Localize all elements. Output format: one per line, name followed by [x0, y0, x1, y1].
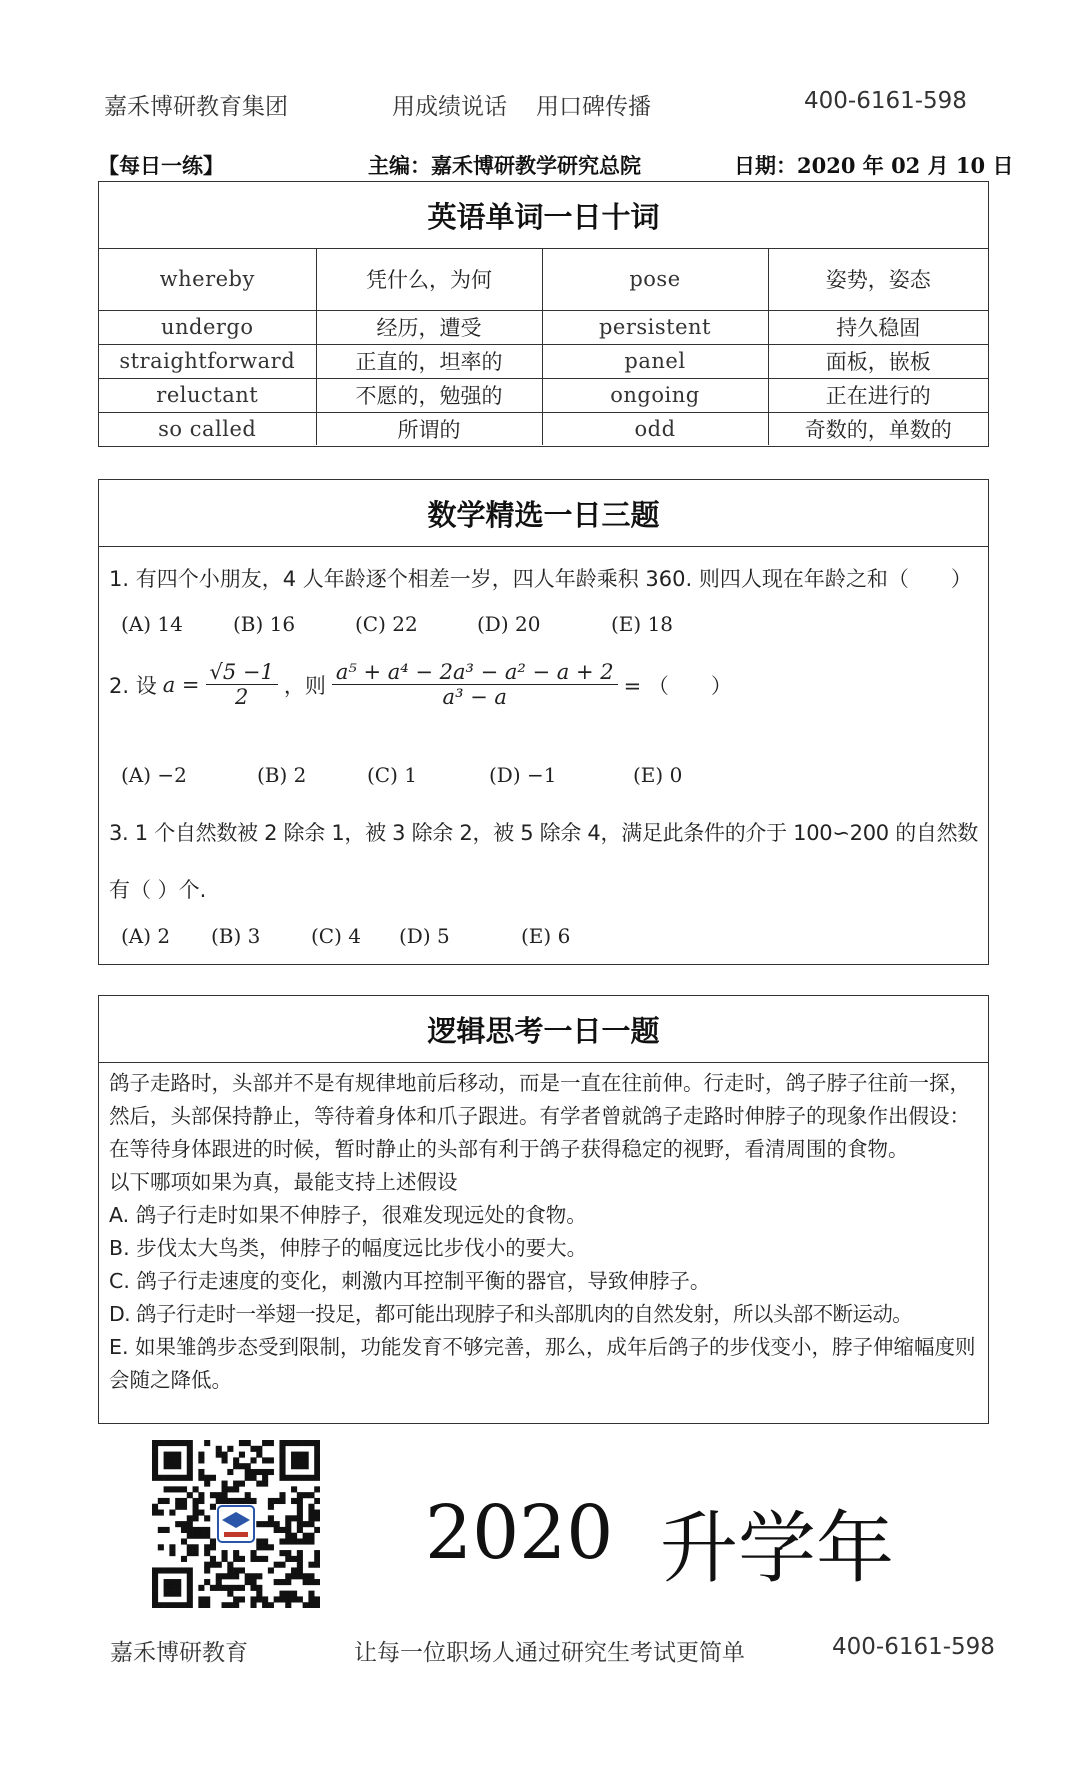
footer-slogan: 让每一位职场人通过研究生考试更简单: [354, 1640, 745, 1666]
date-line: 日期：2020 年 02 月 10 日: [734, 153, 1014, 178]
logic-option: C. 鸽子行走速度的变化，刺激内耳控制平衡的器官，导致伸脖子。: [109, 1269, 711, 1293]
q1-option: (C) 22: [355, 612, 418, 636]
header-phone: 400-6161-598: [804, 88, 967, 114]
q3-option: (B) 3: [211, 924, 261, 948]
english-section-title: 英语单词一日十词: [99, 182, 988, 249]
q1-option: (B) 16: [233, 612, 296, 636]
table-row: [99, 344, 988, 378]
q2-fraction-2: [332, 660, 618, 709]
vocab-word: panel: [542, 344, 768, 378]
table-row: [99, 378, 988, 412]
q2-prefix: 2. 设: [109, 673, 157, 698]
math-question-1: 1. 有四个小朋友，4 人年龄逐个相差一岁，四人年龄乘积 360. 则四人现在年龄之和（ ）: [109, 567, 972, 591]
header-org: 嘉禾博研教育集团: [104, 94, 288, 120]
footer-org: 嘉禾博研教育: [110, 1640, 248, 1666]
q3-option: (A) 2: [121, 924, 171, 948]
q2-fraction-1: [206, 660, 278, 709]
q2-suffix: = （ ）: [623, 673, 732, 698]
vocab-meaning: 凭什么，为何: [316, 249, 542, 310]
fraction-denominator: 2: [235, 685, 249, 709]
daily-practice-tag: 【每日一练】: [98, 153, 224, 178]
vocab-word: reluctant: [99, 378, 316, 412]
logic-passage: 鸽子走路时，头部并不是有规律地前后移动，而是一直在往前伸。行走时，鸽子脖子往前一探，然后，头部保持静止，等待着身体和爪子跟进。有学者曾就鸽子走路时伸脖子的现象作出假设：在等待身体跟进的时候，暂时静止的头部有利于鸽子获得稳定的视野，看清周围的食物。: [109, 1071, 970, 1161]
table-row: [99, 249, 988, 310]
vocab-word: odd: [542, 412, 768, 445]
math-section: [98, 479, 989, 965]
fraction-denominator: a³ − a: [442, 685, 507, 709]
header-slogan-2: 用口碑传播: [536, 94, 651, 120]
vocab-meaning: 所谓的: [316, 412, 542, 445]
math-question-3: 3. 1 个自然数被 2 除余 1，被 3 除余 2，被 5 除余 4，满足此条件的介于 100∽200 的自然数: [109, 821, 978, 845]
vocab-word: persistent: [542, 310, 768, 344]
math-question-3-cont: 有（ ）个.: [109, 878, 207, 902]
vocab-meaning: 正在进行的: [768, 378, 988, 412]
q3-option: (D) 5: [399, 924, 450, 948]
logic-content: [109, 1067, 978, 1397]
q1-option: (A) 14: [121, 612, 183, 636]
vocab-meaning: 姿势，姿态: [768, 249, 988, 310]
vocab-meaning: 经历，遭受: [316, 310, 542, 344]
logic-section-title: 逻辑思考一日一题: [99, 996, 988, 1063]
vocab-word: ongoing: [542, 378, 768, 412]
q2-variable: a =: [162, 672, 200, 697]
vocab-word: so called: [99, 412, 316, 445]
promo-text: 升学年: [660, 1504, 895, 1594]
q1-option: (E) 18: [611, 612, 674, 636]
fraction-numerator: √5 −1: [206, 660, 278, 685]
vocab-word: pose: [542, 249, 768, 310]
q2-mid: ，则: [283, 673, 326, 698]
q2-option: (D) −1: [489, 763, 557, 787]
table-row: [99, 412, 988, 445]
vocab-word: undergo: [99, 310, 316, 344]
vocab-word: whereby: [99, 249, 316, 310]
promo-year: 2020: [425, 1490, 614, 1576]
q2-option: (E) 0: [633, 763, 683, 787]
qr-code: [152, 1440, 320, 1608]
q2-option: (A) −2: [121, 763, 187, 787]
q2-option: (C) 1: [367, 763, 417, 787]
table-row: [99, 310, 988, 344]
q3-option: (C) 4: [311, 924, 361, 948]
footer-phone: 400-6161-598: [832, 1634, 995, 1660]
header-slogan-1: 用成绩说话: [392, 94, 507, 120]
vocab-meaning: 面板，嵌板: [768, 344, 988, 378]
logic-option: A. 鸽子行走时如果不伸脖子，很难发现远处的食物。: [109, 1203, 587, 1227]
vocab-meaning: 持久稳固: [768, 310, 988, 344]
vocab-word: straightforward: [99, 344, 316, 378]
editor-line: 主编：嘉禾博研教学研究总院: [368, 153, 641, 178]
logic-option: B. 步伐太大鸟类，伸脖子的幅度远比步伐小的要大。: [109, 1236, 588, 1260]
vocab-meaning: 不愿的，勉强的: [316, 378, 542, 412]
q3-option: (E) 6: [521, 924, 571, 948]
fraction-numerator: a⁵ + a⁴ − 2a³ − a² − a + 2: [332, 660, 618, 685]
logic-option: D. 鸽子行走时一举翅一投足，都可能出现脖子和头部肌肉的自然发射，所以头部不断运动。: [109, 1302, 913, 1326]
q1-option: (D) 20: [477, 612, 541, 636]
logic-section: [98, 995, 989, 1424]
english-vocab-section: [98, 181, 989, 447]
vocab-table: [99, 249, 988, 445]
q2-option: (B) 2: [257, 763, 307, 787]
math-section-title: 数学精选一日三题: [99, 480, 988, 547]
math-question-2: [109, 660, 732, 709]
logic-option: E. 如果雏鸽步态受到限制，功能发育不够完善，那么，成年后鸽子的步伐变小，脖子伸缩幅度则会随之降低。: [109, 1335, 976, 1392]
logic-question: 以下哪项如果为真，最能支持上述假设: [109, 1170, 458, 1194]
vocab-meaning: 奇数的，单数的: [768, 412, 988, 445]
vocab-meaning: 正直的，坦率的: [316, 344, 542, 378]
